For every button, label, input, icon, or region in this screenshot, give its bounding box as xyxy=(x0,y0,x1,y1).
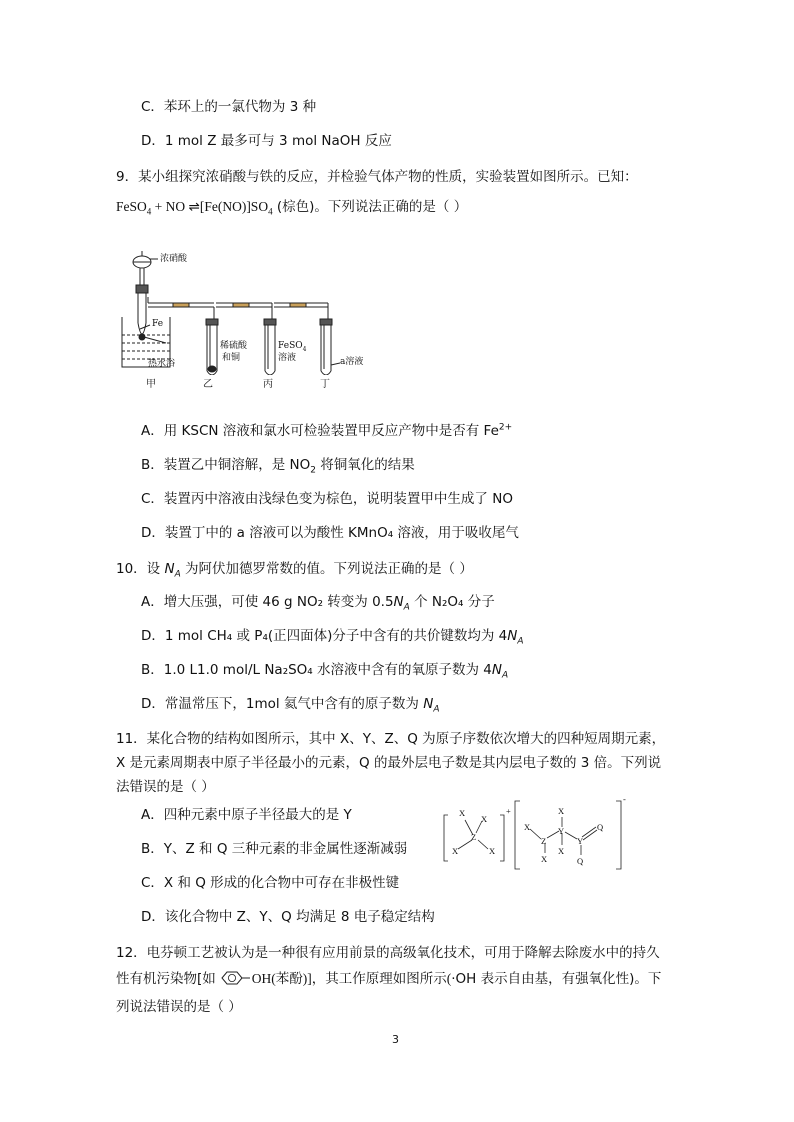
label-tube3-line2: 溶液 xyxy=(278,353,297,363)
atom-y: Y xyxy=(558,826,565,836)
label-tube3-line1: FeSO$_4$ xyxy=(278,341,307,353)
apparatus-drawing xyxy=(118,245,378,375)
atom-x: X xyxy=(558,806,565,816)
q10-option-b: B．1.0 L1.0 mol/L Na₂SO₄ 水溶液中含有的氧原子数为 $4N_A$ xyxy=(141,662,509,681)
q8-option-c: C．苯环上的一氯代物为 3 种 xyxy=(141,99,317,115)
anion-charge: - xyxy=(623,794,626,804)
atom-z: Z xyxy=(541,836,547,846)
atom-q: Q xyxy=(597,822,604,832)
label-concentrated-nitric-acid: 浓硝酸 xyxy=(160,254,188,264)
atom-x: X xyxy=(558,846,565,856)
label-tube2-line2: 和铜 xyxy=(222,353,241,363)
q9-stem: 9．某小组探究浓硝酸与铁的反应，并检验气体产物的性质，实验装置如图所示。已知： xyxy=(116,169,638,185)
label-hot-water-bath: 热水浴 xyxy=(148,359,176,369)
q10-option-d2: D．常温常压下，1mol 氦气中含有的原子数为 $N_A$ xyxy=(141,696,440,715)
atom-x: X xyxy=(452,846,459,856)
q11-stem-line1: 11．某化合物的结构如图所示，其中 X、Y、Z、Q 为原子序数依次增大的四种短周期元素， xyxy=(116,731,666,747)
apparatus-label-ding: 丁 xyxy=(320,379,330,390)
q9-option-a: A．用 KSCN 溶液和氯水可检验装置甲反应产物中是否有 $Fe^{2+}$ xyxy=(141,422,513,439)
atom-z: Z xyxy=(471,832,477,842)
apparatus-label-yi: 乙 xyxy=(203,379,213,390)
label-fe: Fe xyxy=(152,319,164,329)
q9-option-b: B．装置乙中铜溶解，是 $NO_2$ 将铜氧化的结果 xyxy=(141,457,415,476)
atom-x: X xyxy=(541,854,548,864)
apparatus-label-jia: 甲 xyxy=(146,379,156,390)
q11-stem-line3: 法错误的是（ ） xyxy=(116,779,215,795)
atom-x: X xyxy=(489,846,496,856)
apparatus-label-bing: 丙 xyxy=(263,379,273,390)
atom-x: X xyxy=(459,808,466,818)
q11-option-a: A．四种元素中原子半径最大的是 Y xyxy=(141,807,352,823)
q12-stem-line2: 性有机污染物[如 OH(苯酚)]，其工作原理如图所示(·OH 表示自由基，有强氧化性)。下 xyxy=(116,971,662,987)
q12-stem-line1: 12．电芬顿工艺被认为是一种很有应用前景的高级氧化技术，可用于降解去除废水中的持久 xyxy=(116,945,660,961)
benzene-ring-icon xyxy=(216,970,252,986)
q9-option-d: D．装置丁中的 a 溶液可以为酸性 KMnO₄ 溶液，用于吸收尾气 xyxy=(141,525,519,541)
q9-apparatus-figure xyxy=(118,245,378,375)
q11-option-d: D．该化合物中 Z、Y、Q 均满足 8 电子稳定结构 xyxy=(141,909,435,925)
page-number: 3 xyxy=(392,1033,399,1046)
q11-option-b: B．Y、Z 和 Q 三种元素的非金属性逐渐减弱 xyxy=(141,841,408,857)
q11-option-c: C．X 和 Q 形成的化合物中可存在非极性键 xyxy=(141,875,400,891)
q10-option-a: A．增大压强，可使 46 g NO₂ 转变为 $0.5N_A$ 个 N₂O₄ 分子 xyxy=(141,594,495,613)
q9-equation: FeSO$_4$ + NO $\rightleftharpoons[Fe(NO)]SO_4$ (棕色)。下列说法正确的是（ ） xyxy=(116,199,468,217)
atom-x: X xyxy=(524,822,531,832)
q12-stem-line3: 列说法错误的是（ ） xyxy=(116,999,242,1015)
q8-option-d: D．1 mol Z 最多可与 3 mol NaOH 反应 xyxy=(141,133,392,149)
q11-structure-figure xyxy=(440,795,630,875)
q9-option-c: C．装置丙中溶液由浅绿色变为棕色，说明装置甲中生成了 NO xyxy=(141,491,513,507)
label-tube2-line1: 稀硫酸 xyxy=(220,341,248,351)
q10-option-d1: D．1 mol CH₄ 或 P₄(正四面体)分子中含有的共价键数均为 $4N_A$ xyxy=(141,628,524,647)
label-tube4: a溶液 xyxy=(340,357,364,367)
atom-q: Q xyxy=(577,856,584,866)
cation-charge: + xyxy=(506,806,511,816)
atom-x: X xyxy=(481,814,488,824)
q10-stem: 10．设 $N_A$ 为阿伏加德罗常数的值。下列说法正确的是（ ） xyxy=(116,561,473,580)
structure-drawing xyxy=(440,795,630,875)
q11-stem-line2: X 是元素周期表中原子半径最小的元素，Q 的最外层电子数是其内层电子数的 3 倍。下列说 xyxy=(116,755,662,771)
atom-y: Y xyxy=(577,836,584,846)
